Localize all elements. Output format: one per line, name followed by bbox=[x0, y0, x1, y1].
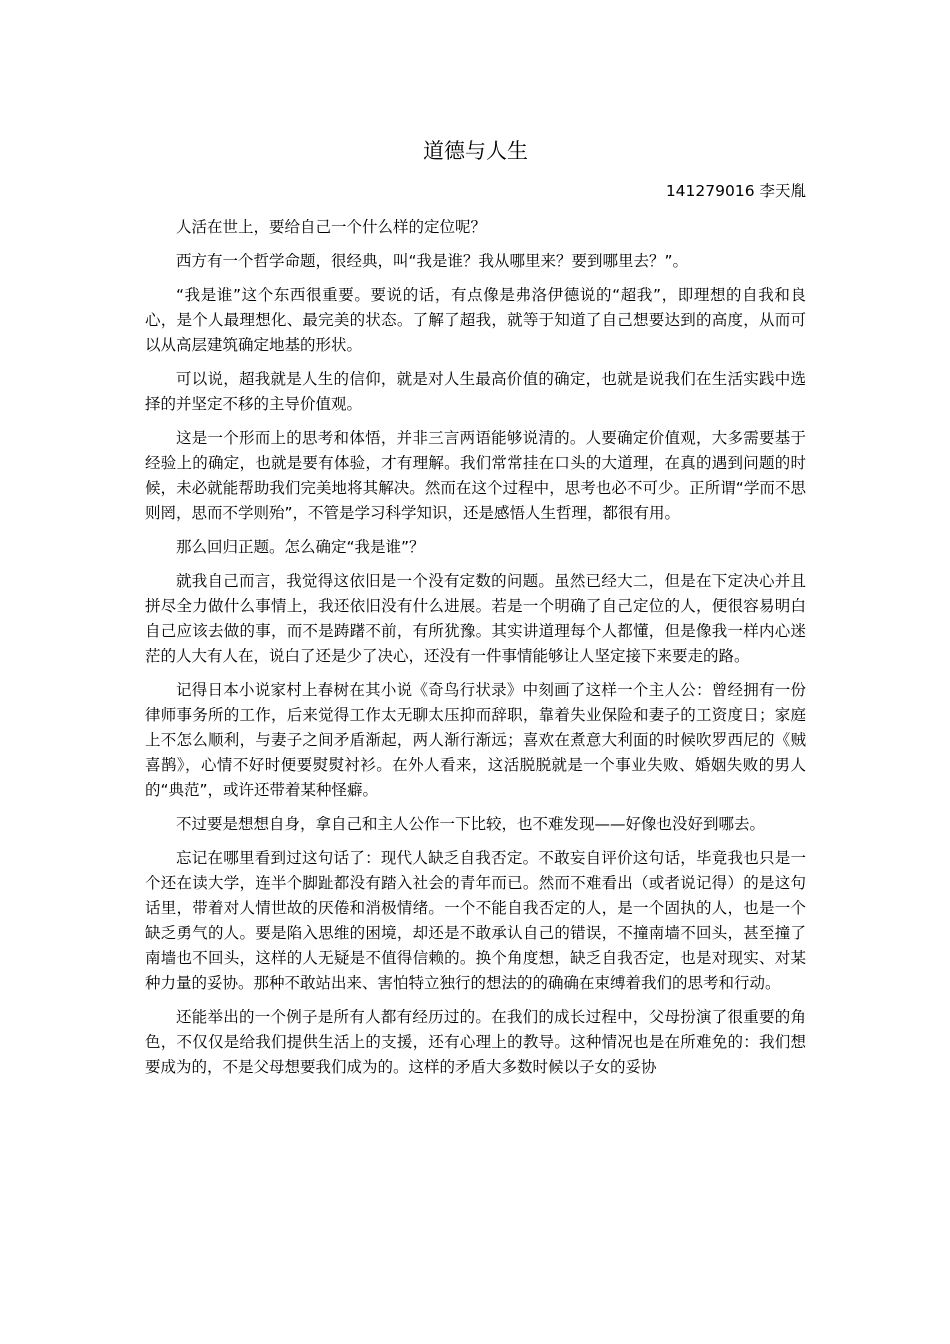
document-title: 道德与人生 bbox=[423, 139, 528, 163]
paragraph-2: 西方有一个哲学命题，很经典，叫“我是谁？我从哪里来？要到哪里去？”。 bbox=[176, 252, 689, 270]
paragraph-9: 不过要是想想自身，拿自己和主人公作一下比较，也不难发现——好像也没好到哪去。 bbox=[176, 815, 766, 833]
paragraph-1: 人活在世上，要给自己一个什么样的定位呢？ bbox=[176, 218, 487, 236]
paragraph-4: 可以说，超我就是人生的信仰，就是对人生最高价值的确定，也就是说我们在生活实践中选择的并坚定不移的主导价值观。 bbox=[145, 370, 806, 413]
paragraph-11: 还能举出的一个例子是所有人都有经历过的。在我们的成长过程中，父母扮演了很重要的角色，不仅仅是给我们提供生活上的支援，还有心理上的教导。这种情况也是在所难免的：我们想要成为的，不是父母想要我们成为的。这样的矛盾大多数时候以子女的妥协 bbox=[145, 1008, 806, 1076]
paragraph-7: 就我自己而言，我觉得这依旧是一个没有定数的问题。虽然已经大二，但是在下定决心并且拼尽全力做什么事情上，我还依旧没有什么进展。若是一个明确了自己定位的人，便很容易明白自己应该去做的事，而不是踌躇不前，有所犹豫。其实讲道理每个人都懂，但是像我一样内心迷茫的人大有人在，说白了还是少了决心，还没有一件事情能够让人坚定接下来要走的路。 bbox=[145, 572, 806, 665]
paragraph-5: 这是一个形而上的思考和体悟，并非三言两语能够说清的。人要确定价值观，大多需要基于经验上的确定，也就是要有体验，才有理解。我们常常挂在口头的大道理，在真的遇到问题的时候，未必就能帮助我们完美地将其解决。然而在这个过程中，思考也必不可少。正所谓“学而不思则罔，思而不学则殆”，不管是学习科学知识，还是感悟人生哲理，都很有用。 bbox=[145, 429, 806, 522]
document-page bbox=[145, 136, 806, 1089]
paragraph-6: 那么回归正题。怎么确定“我是谁”？ bbox=[176, 538, 425, 556]
author-line: 141279016 李天胤 bbox=[665, 182, 806, 200]
paragraph-10: 忘记在哪里看到过这句话了：现代人缺乏自我否定。不敢妄自评价这句话，毕竟我也只是一个还在读大学，连半个脚趾都没有踏入社会的青年而已。然而不难看出（或者说记得）的是这句话里，带着对人情世故的厌倦和消极情绪。一个不能自我否定的人，是一个固执的人，也是一个缺乏勇气的人。要是陷入思维的困境，却还是不敢承认自己的错误，不撞南墙不回头，甚至撞了南墙也不回头，这样的人无疑是不值得信赖的。换个角度想，缺乏自我否定，也是对现实、对某种力量的妥协。那种不敢站出来、害怕特立独行的想法的的确确在束缚着我们的思考和行动。 bbox=[145, 849, 806, 992]
paragraph-8: 记得日本小说家村上春树在其小说《奇鸟行状录》中刻画了这样一个主人公：曾经拥有一份律师事务所的工作，后来觉得工作太无聊太压抑而辞职，靠着失业保险和妻子的工资度日；家庭上不怎么顺利，与妻子之间矛盾渐起，两人渐行渐远；喜欢在煮意大利面的时候吹罗西尼的《贼喜鹊》，心情不好时便要熨熨衬衫。在外人看来，这活脱脱就是一个事业失败、婚姻失败的男人的“典范”，或许还带着某种怪癖。 bbox=[145, 681, 806, 799]
paragraph-3: “我是谁”这个东西很重要。要说的话，有点像是弗洛伊德说的“超我”，即理想的自我和良心，是个人最理想化、最完美的状态。了解了超我，就等于知道了自己想要达到的高度，从而可以从高层建筑确定地基的形状。 bbox=[145, 286, 806, 354]
